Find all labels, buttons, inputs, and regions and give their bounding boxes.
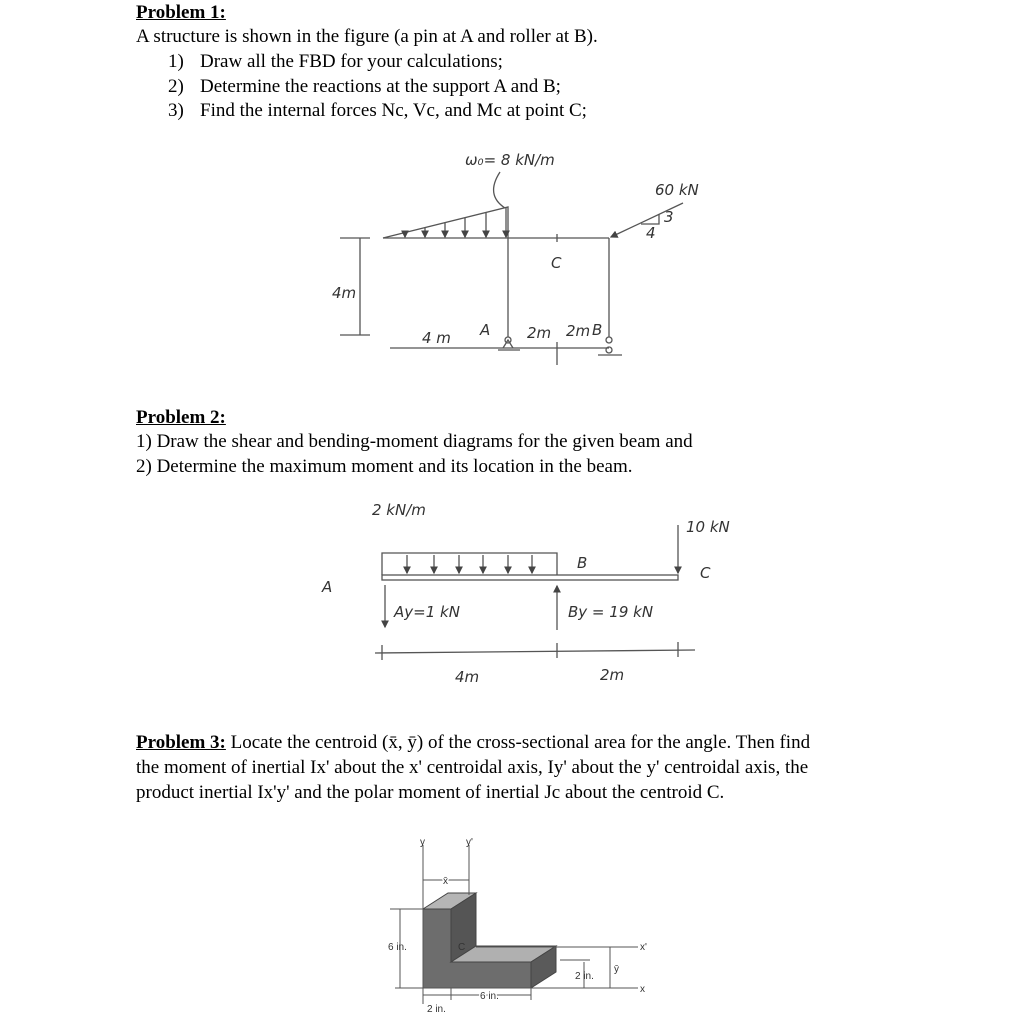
- figure-frame-structure: [340, 172, 683, 365]
- thick-v-label: 2 in.: [427, 1004, 446, 1015]
- problem3-heading: Problem 3:: [136, 732, 226, 753]
- x-prime-axis-label: x': [640, 942, 647, 953]
- problem3-line: the moment of inertial Ix' about the x' centroidal axis, Iy' about the y' centroidal axis, the: [136, 757, 809, 778]
- point-c-label: C: [700, 564, 711, 582]
- y-bar-label: ȳ: [614, 964, 619, 975]
- mid-span1-label: 2m: [527, 324, 552, 342]
- point-b-label: B: [592, 321, 603, 339]
- figure-beam: [375, 525, 695, 660]
- problem2-line: 1) Draw the shear and bending-moment diagrams for the given beam and: [136, 431, 693, 452]
- x-bar-label: x̄: [443, 876, 448, 887]
- point-b-label: B: [577, 554, 588, 572]
- ay-label: Ay=1 kN: [394, 603, 460, 621]
- w0-label: ω₀= 8 kN/m: [465, 151, 555, 169]
- point-a-label: A: [322, 578, 333, 596]
- problem2-heading: Problem 2:: [136, 407, 226, 428]
- p1-item-num: 2): [168, 76, 184, 97]
- figure-labels-structure: [332, 151, 699, 347]
- left-span-label: 4 m: [422, 329, 451, 347]
- slope-run-label: 4: [646, 224, 656, 242]
- y-axis-label: y: [420, 837, 425, 848]
- mid-span2-label: 2m: [566, 322, 591, 340]
- p1-item-num: 3): [168, 100, 184, 121]
- slope-rise-label: 3: [664, 208, 674, 226]
- problem1-heading: Problem 1:: [136, 2, 226, 23]
- p1-item-num: 1): [168, 51, 184, 72]
- thick-h-label: 2 in.: [575, 971, 594, 982]
- figure-angle-section: [390, 845, 638, 1004]
- centroid-label: C: [458, 942, 466, 953]
- span1-label: 4m: [455, 668, 480, 686]
- point-a-label: A: [480, 321, 491, 339]
- x-axis-label: x: [640, 984, 645, 995]
- problem2-line: 2) Determine the maximum moment and its location in the beam.: [136, 456, 633, 477]
- problem3-line: Locate the centroid (x̄, ȳ) of the cross-sectional area for the angle. Then find: [225, 732, 811, 753]
- by-label: By = 19 kN: [568, 603, 654, 621]
- force-label: 60 kN: [655, 181, 699, 199]
- y-prime-axis-label: y': [466, 837, 473, 848]
- point-c-label: C: [551, 254, 562, 272]
- p1-item-text: Draw all the FBD for your calculations;: [200, 51, 503, 72]
- point-load-label: 10 kN: [686, 518, 730, 536]
- p1-item-text: Find the internal forces Nc, Vc, and Mc at point C;: [200, 100, 587, 121]
- load-label: 2 kN/m: [372, 501, 426, 519]
- problem1-intro: A structure is shown in the figure (a pin at A and roller at B).: [136, 26, 598, 47]
- span2-label: 2m: [600, 666, 625, 684]
- height-label: 6 in.: [388, 942, 407, 953]
- problem3-line: product inertial Ix'y' and the polar moment of inertial Jc about the centroid C.: [136, 782, 725, 803]
- p1-item-text: Determine the reactions at the support A and B;: [200, 76, 561, 97]
- height-label: 4m: [332, 284, 357, 302]
- length-label: 6 in.: [480, 991, 499, 1002]
